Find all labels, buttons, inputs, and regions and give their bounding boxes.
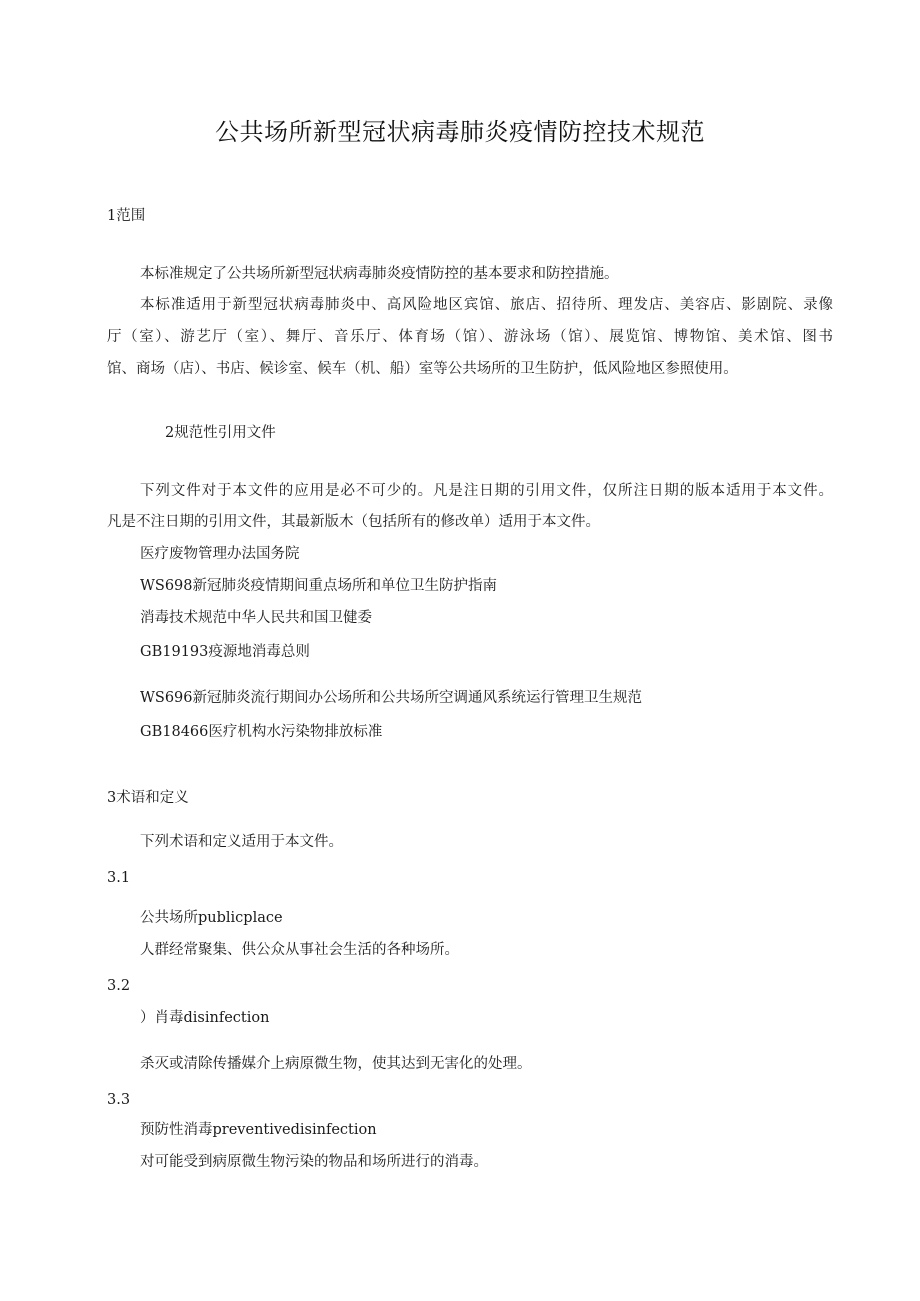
section-1-paragraph-1: 本标准规定了公共场所新型冠状病毒肺炎疫情防控的基本要求和防控措施。 (140, 266, 619, 282)
reference-item: 消毒技术规范中华人民共和国卫健委 (140, 610, 372, 626)
reference-item: GB19193疫源地消毒总则 (140, 644, 310, 660)
section-3-intro: 下列术语和定义适用于本文件。 (140, 834, 343, 850)
term-3-1-definition: 人群经常聚集、供公众从事社会生活的各种场所。 (140, 942, 459, 958)
term-3-2-number: 3.2 (107, 978, 131, 994)
document-title: 公共场所新型冠状病毒肺炎疫情防控技术规范 (215, 118, 705, 146)
section-3-heading: 3术语和定义 (107, 790, 189, 806)
term-3-2-name: ）肖毒disinfection (140, 1010, 270, 1026)
section-1-paragraph-2-line-3: 馆、商场（店）、书店、候诊室、候车（机、船）室等公共场所的卫生防护，低风险地区参照使用。 (107, 361, 738, 377)
section-1-paragraph-2-line-1: 本标准适用于新型冠状病毒肺炎中、高风险地区宾馆、旅店、招待所、理发店、美容店、影剧院、录像 (140, 297, 833, 313)
term-3-3-name: 预防性消毒preventivedisinfection (140, 1122, 377, 1138)
term-3-3-definition: 对可能受到病原微生物污染的物品和场所进行的消毒。 (140, 1154, 488, 1170)
section-1-paragraph-2-line-2: 厅（室）、游艺厅（室）、舞厅、音乐厅、体育场（馆）、游泳场（馆）、展览馆、博物馆、美术馆、图书 (107, 329, 833, 345)
section-2-paragraph-line-1: 下列文件对于本文件的应用是必不可少的。凡是注日期的引用文件，仅所注日期的版本适用于本文件。 (140, 483, 833, 499)
term-3-1-number: 3.1 (107, 870, 131, 886)
reference-item: GB18466医疗机构水污染物排放标准 (140, 724, 383, 740)
term-3-3-number: 3.3 (107, 1092, 131, 1108)
reference-item: WS696新冠肺炎流行期间办公场所和公共场所空调通风系统运行管理卫生规范 (140, 690, 643, 706)
section-2-paragraph-line-2: 凡是不注日期的引用文件，其最新版木（包括所有的修改单）适用于本文件。 (107, 514, 600, 530)
reference-item: 医疗废物管理办法国务院 (140, 546, 300, 562)
section-1-heading: 1范围 (107, 208, 146, 224)
reference-item: WS698新冠肺炎疫情期间重点场所和单位卫生防护指南 (140, 578, 498, 594)
section-2-heading: 2规范性引用文件 (165, 425, 276, 441)
term-3-1-name: 公共场所publicplace (140, 910, 283, 926)
term-3-2-definition: 杀灭或清除传播媒介上病原微生物，使其达到无害化的处理。 (140, 1056, 532, 1072)
